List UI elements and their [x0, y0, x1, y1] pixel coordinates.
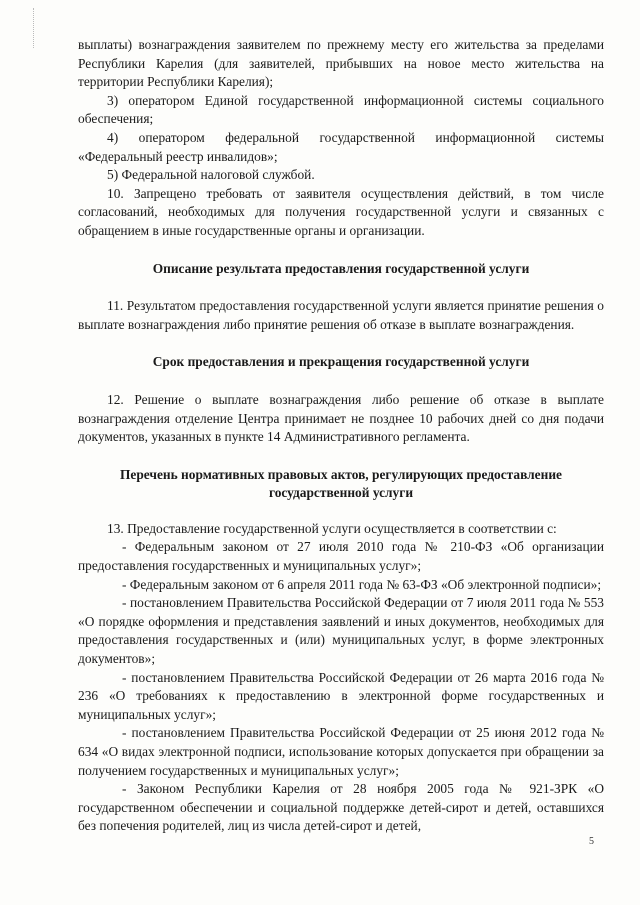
section-heading-legal-acts-line2: государственной услуги [268, 485, 414, 501]
scan-edge-mark [33, 8, 35, 48]
legal-act-item: - постановлением Правительства Российской Федерации от 7 июля 2011 года № 553 «О порядке оформления и представления заявлений и иных документов, необходимых для предоставления государственных и (или) муниципальных услуг, в форме электронных документов»; [78, 595, 604, 667]
section-heading-result: Описание результата предоставления государственной услуги [152, 260, 530, 276]
section-heading-term: Срок предоставления и прекращения государственной услуги [152, 354, 530, 370]
paragraph-13-intro: 13. Предоставление государственной услуги осуществляется в соответствии с: [107, 520, 557, 536]
legal-act-item: - Федеральным законом от 6 апреля 2011 года № 63-ФЗ «Об электронной подписи»; [122, 576, 602, 592]
legal-act-item: - Законом Республики Карелия от 28 ноября 2005 года № 921-ЗРК «О государственном обеспечении и социальной поддержке детей-сирот и детей, оставшихся без попечения родителей, лиц из числа детей-сирот и детей, [78, 781, 604, 834]
legal-act-item: - постановлением Правительства Российской Федерации от 25 июня 2012 года № 634 «О видах электронной подписи, использование которых допускается при обращении за получением государственных и муниципальных услуг»; [78, 725, 604, 778]
section-heading-legal-acts-line1: Перечень нормативных правовых актов, регулирующих предоставление [119, 466, 562, 482]
document-body [78, 36, 604, 836]
paragraph-12: 12. Решение о выплате вознаграждения либо решение об отказе в выплате вознаграждения отделение Центра принимает не позднее 10 рабочих дней со дня подачи документов, указанных в пункте 14 Административного регламента. [78, 391, 604, 445]
paragraph-continuation: выплаты) вознаграждения заявителем по прежнему месту его жительства за пределами Республики Карелия (для заявителей, прибывших на новое место жительства на территории Республики Карелия); [78, 37, 604, 90]
legal-act-item: - постановлением Правительства Российской Федерации от 26 марта 2016 года № 236 «О требованиях к предоставлению в электронной форме государственных и муниципальных услуг»; [78, 669, 604, 722]
paragraph-10: 10. Запрещено требовать от заявителя осуществления действий, в том числе согласований, необходимых для получения государственной услуги и связанных с обращением в иные государственные органы и организации. [78, 185, 604, 238]
list-item-3: 3) оператором Единой государственной информационной системы социального обеспечения; [78, 92, 604, 127]
paragraph-11: 11. Результатом предоставления государственной услуги является принятие решения о выплате вознаграждения либо принятие решения об отказе в выплате вознаграждения. [78, 298, 604, 332]
list-item-5: 5) Федеральной налоговой службой. [107, 167, 315, 183]
page-number: 5 [589, 836, 594, 847]
list-item-4: 4) оператором федеральной государственной информационной системы «Федеральный реестр инвалидов»; [78, 129, 604, 164]
legal-act-item: - Федеральным законом от 27 июля 2010 года № 210-ФЗ «Об организации предоставления государственных и муниципальных услуг»; [78, 539, 604, 574]
